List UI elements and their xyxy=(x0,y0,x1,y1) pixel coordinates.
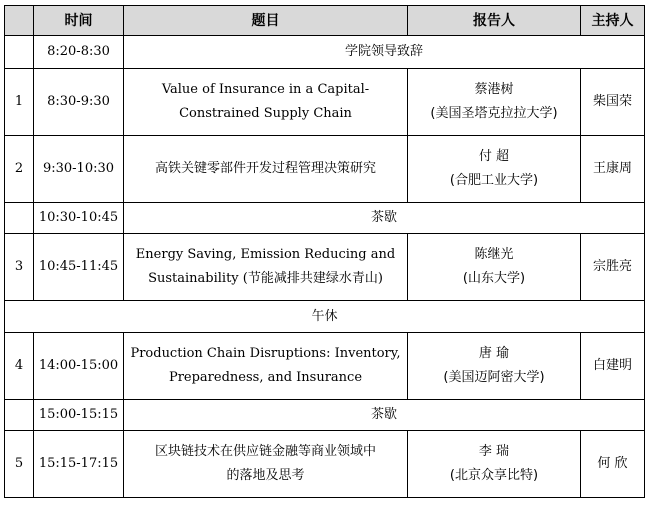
topic-line-1: Value of Insurance in a Capital- xyxy=(161,82,370,97)
row-num: 5 xyxy=(5,431,34,498)
row-host: 何 欣 xyxy=(581,431,645,498)
topic-line-1: Production Chain Disruptions: Inventory, xyxy=(130,346,401,361)
table-row xyxy=(5,301,645,333)
row-topic xyxy=(124,69,408,136)
table-row xyxy=(5,136,645,203)
row-host: 王康周 xyxy=(581,136,645,203)
topic-line-1: 高铁关键零部件开发过程管理决策研究 xyxy=(154,161,376,176)
row-num: 3 xyxy=(5,234,34,301)
row-num xyxy=(5,400,34,431)
row-host: 柴国荣 xyxy=(581,69,645,136)
row-time: 8:20-8:30 xyxy=(34,36,124,69)
table-row xyxy=(5,36,645,69)
row-time: 15:00-15:15 xyxy=(34,400,124,431)
row-span-text: 茶歇 xyxy=(124,203,645,234)
row-num xyxy=(5,36,34,69)
row-num: 4 xyxy=(5,333,34,400)
row-host: 白建明 xyxy=(581,333,645,400)
speaker-org: (北京众享比特) xyxy=(449,468,539,483)
header-topic: 题目 xyxy=(124,6,408,36)
topic-line-2: Preparedness, and Insurance xyxy=(168,370,363,385)
topic-line-2: Sustainability (节能减排共建绿水青山) xyxy=(148,271,383,286)
topic-line-1: Energy Saving, Emission Reducing and xyxy=(135,247,396,262)
table-row xyxy=(5,333,645,400)
speaker-org: (合肥工业大学) xyxy=(449,173,539,188)
speaker-name: 蔡港树 xyxy=(474,82,514,97)
row-time: 14:00-15:00 xyxy=(34,333,124,400)
table-row xyxy=(5,234,645,301)
topic-line-1: 区块链技术在供应链金融等商业领域中 xyxy=(154,444,376,459)
table-row xyxy=(5,203,645,234)
row-topic xyxy=(124,431,408,498)
table-row xyxy=(5,69,645,136)
header-host: 主持人 xyxy=(581,6,645,36)
schedule-table xyxy=(4,5,645,498)
speaker-org: (山东大学) xyxy=(462,271,526,286)
row-speaker xyxy=(408,431,581,498)
row-topic xyxy=(124,333,408,400)
header-speaker: 报告人 xyxy=(408,6,581,36)
row-time: 9:30-10:30 xyxy=(34,136,124,203)
speaker-org: (美国圣塔克拉拉大学) xyxy=(430,106,558,121)
topic-line-2: 的落地及思考 xyxy=(226,468,305,483)
row-num: 2 xyxy=(5,136,34,203)
header-time: 时间 xyxy=(34,6,124,36)
header-num xyxy=(5,6,34,36)
row-topic xyxy=(124,136,408,203)
row-span-text: 茶歇 xyxy=(124,400,645,431)
header-row xyxy=(5,6,645,36)
row-speaker xyxy=(408,136,581,203)
table-row xyxy=(5,431,645,498)
row-span-text: 学院领导致辞 xyxy=(124,36,645,69)
row-time: 10:45-11:45 xyxy=(34,234,124,301)
row-speaker xyxy=(408,69,581,136)
row-full-text: 午休 xyxy=(5,301,645,333)
row-num xyxy=(5,203,34,234)
speaker-name: 陈继光 xyxy=(474,247,514,262)
speaker-name: 李 瑞 xyxy=(478,444,510,459)
speaker-name: 付 超 xyxy=(478,149,510,164)
row-time: 15:15-17:15 xyxy=(34,431,124,498)
row-speaker xyxy=(408,234,581,301)
row-topic xyxy=(124,234,408,301)
table-row xyxy=(5,400,645,431)
row-time: 8:30-9:30 xyxy=(34,69,124,136)
row-host: 宗胜亮 xyxy=(581,234,645,301)
row-speaker xyxy=(408,333,581,400)
row-num: 1 xyxy=(5,69,34,136)
topic-line-2: Constrained Supply Chain xyxy=(179,106,352,121)
speaker-name: 唐 瑜 xyxy=(478,346,510,361)
row-time: 10:30-10:45 xyxy=(34,203,124,234)
speaker-org: (美国迈阿密大学) xyxy=(443,370,545,385)
